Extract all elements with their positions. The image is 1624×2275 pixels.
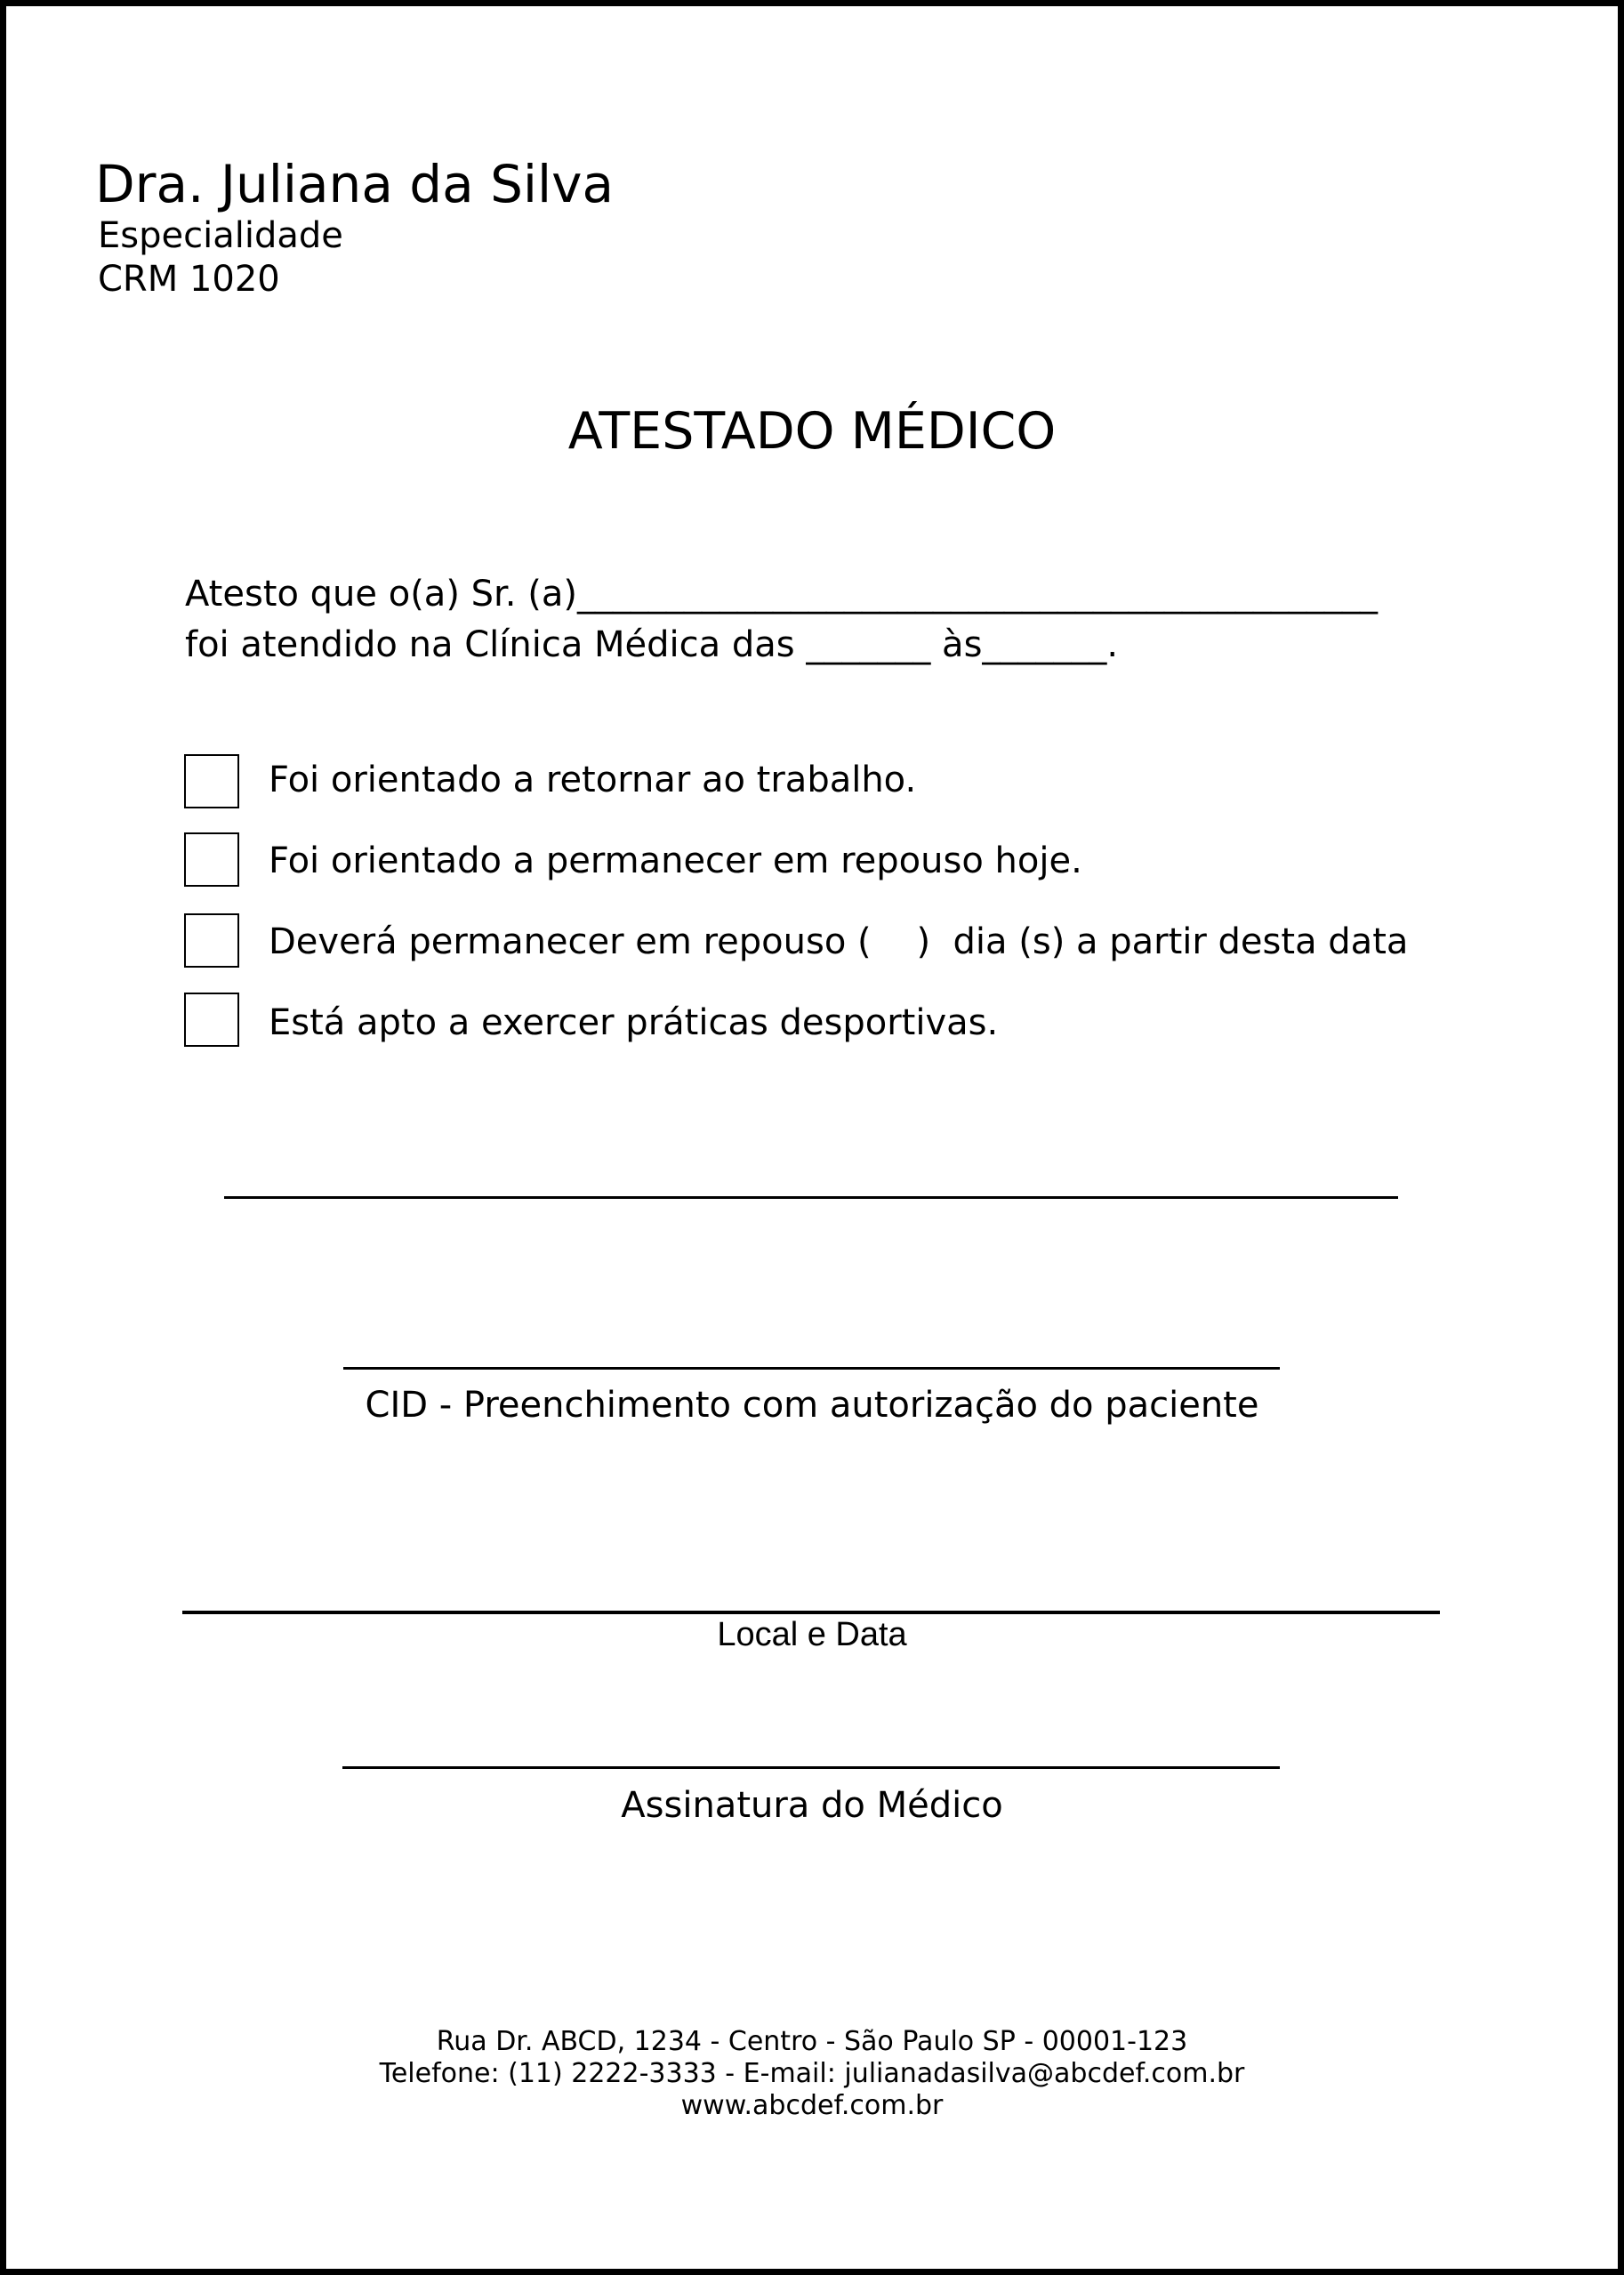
document-title: ATESTADO MÉDICO bbox=[567, 402, 1057, 461]
footer-contact: Telefone: (11) 2222-3333 - E-mail: julianadasilva@abcdef.com.br bbox=[379, 2058, 1245, 2089]
option-label: Está apto a exercer práticas desportivas. bbox=[269, 1002, 999, 1043]
signature-line[interactable] bbox=[342, 1766, 1280, 1769]
option-label: Deverá permanecer em repouso ( ) dia (s) a partir desta data bbox=[269, 921, 1409, 962]
doctor-name: Dra. Juliana da Silva bbox=[95, 154, 615, 214]
checkbox-fit-for-sports[interactable] bbox=[184, 993, 239, 1047]
checkbox-rest-days[interactable] bbox=[184, 913, 239, 968]
option-label: Foi orientado a retornar ao trabalho. bbox=[269, 760, 917, 800]
checkbox-rest-today[interactable] bbox=[184, 832, 239, 887]
local-date-line[interactable] bbox=[182, 1611, 1440, 1614]
footer-website: www.abcdef.com.br bbox=[680, 2090, 944, 2121]
cid-caption: CID - Preenchimento com autorização do paciente bbox=[365, 1385, 1259, 1426]
doctor-specialty: Especialidade bbox=[98, 215, 343, 256]
footer bbox=[0, 2026, 1624, 2122]
doctor-crm: CRM 1020 bbox=[98, 259, 280, 300]
checkbox-return-to-work[interactable] bbox=[184, 754, 239, 808]
cid-line[interactable] bbox=[343, 1367, 1280, 1370]
free-text-line[interactable] bbox=[224, 1196, 1398, 1199]
option-label: Foi orientado a permanecer em repouso hoje. bbox=[269, 840, 1082, 881]
local-date-caption: Local e Data bbox=[717, 1616, 907, 1653]
footer-address: Rua Dr. ABCD, 1234 - Centro - São Paulo SP - 00001-123 bbox=[436, 2026, 1188, 2057]
attest-patient-line[interactable]: Atesto que o(a) Sr. (a)_____________________________________________ bbox=[185, 574, 1378, 615]
signature-caption: Assinatura do Médico bbox=[621, 1785, 1003, 1826]
attest-time-line[interactable]: foi atendido na Clínica Médica das _______ às_______. bbox=[185, 624, 1119, 665]
